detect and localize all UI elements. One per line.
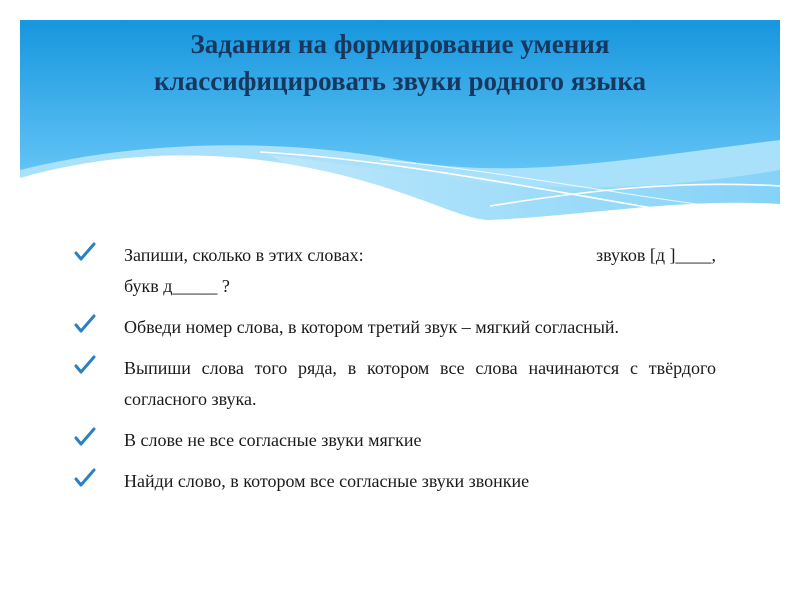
checkmark-icon bbox=[74, 467, 96, 489]
list-item-text: Найди слово, в котором все согласные звуки звонкие bbox=[124, 471, 530, 491]
list-item-part-c: букв д_____ ? bbox=[124, 276, 230, 296]
list-item bbox=[74, 353, 716, 415]
title-line-1: Задания на формирование умения bbox=[190, 29, 610, 59]
task-list bbox=[74, 240, 716, 507]
slide-title bbox=[20, 26, 780, 100]
list-item-text bbox=[124, 240, 716, 302]
list-item-part-b: звуков [д ]____, bbox=[596, 245, 716, 265]
list-item-text: Выпиши слова того ряда, в котором все слова начинаются с твёрдого согласного звука. bbox=[124, 358, 716, 409]
list-item bbox=[74, 466, 716, 497]
checkmark-icon bbox=[74, 313, 96, 335]
checkmark-icon bbox=[74, 426, 96, 448]
title-line-2: классифицировать звуки родного языка bbox=[154, 66, 646, 96]
list-item-part-a: Запиши, сколько в этих словах: bbox=[124, 245, 364, 265]
list-item bbox=[74, 240, 716, 302]
list-item bbox=[74, 312, 716, 343]
checkmark-icon bbox=[74, 354, 96, 376]
checkmark-icon bbox=[74, 241, 96, 263]
list-item-text: В слове не все согласные звуки мягкие bbox=[124, 430, 422, 450]
list-item-text: Обведи номер слова, в котором третий звук – мягкий согласный. bbox=[124, 317, 620, 337]
list-item bbox=[74, 425, 716, 456]
